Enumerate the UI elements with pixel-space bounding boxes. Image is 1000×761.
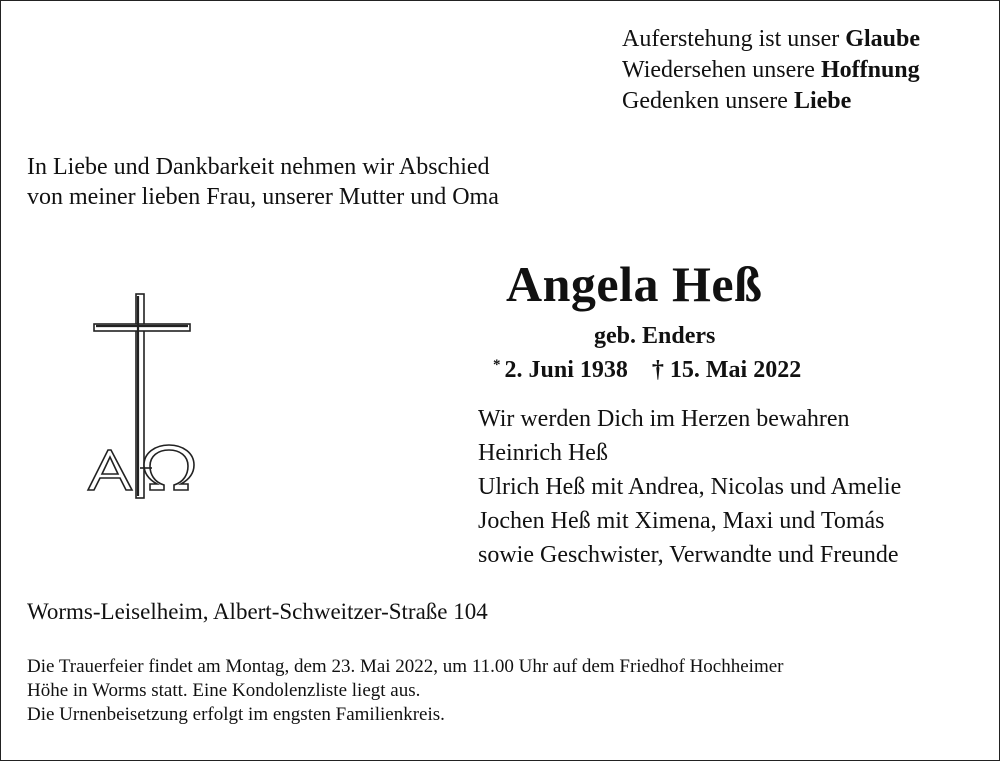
death-symbol: † (651, 357, 664, 383)
motto-line-3: Gedenken unsere Liebe (622, 88, 852, 114)
mourners-line-4: Jochen Heß mit Ximena, Maxi und Tomás (478, 508, 885, 534)
farewell-intro (27, 152, 499, 212)
mourners-line-2: Heinrich Heß (478, 440, 608, 466)
intro-line-2: von meiner lieben Frau, unserer Mutter und Oma (27, 184, 499, 210)
deceased-name: Angela Heß (506, 256, 763, 312)
motto-verse (622, 24, 920, 117)
mourners-line-3: Ulrich Heß mit Andrea, Nicolas und Amelie (478, 474, 902, 500)
notice-line-3: Die Urnenbeisetzung erfolgt im engsten Familienkreis. (27, 704, 445, 725)
notice-line-1: Die Trauerfeier findet am Montag, dem 23. Mai 2022, um 11.00 Uhr auf dem Friedhof Hochheimer (27, 656, 784, 677)
death-date: 15. Mai 2022 (669, 357, 802, 383)
notice-line-2: Höhe in Worms statt. Eine Kondolenzliste liegt aus. (27, 680, 421, 701)
cross-alpha-omega-icon (80, 290, 205, 505)
mourners-line-1: Wir werden Dich im Herzen bewahren (478, 406, 850, 432)
motto-line-1: Auferstehung ist unser Glaube (622, 26, 920, 52)
family-address: Worms-Leiselheim, Albert-Schweitzer-Straße 104 (27, 599, 488, 624)
life-dates (493, 350, 801, 385)
funeral-notice (27, 655, 783, 727)
motto-line-2: Wiedersehen unsere Hoffnung (622, 57, 920, 83)
birth-symbol: * (493, 357, 501, 373)
mourners-line-5: sowie Geschwister, Verwandte und Freunde (478, 542, 899, 568)
mourners-list (478, 402, 901, 572)
birth-date: 2. Juni 1938 (504, 357, 628, 383)
intro-line-1: In Liebe und Dankbarkeit nehmen wir Abschied (27, 154, 490, 180)
birth-name: geb. Enders (594, 323, 716, 349)
